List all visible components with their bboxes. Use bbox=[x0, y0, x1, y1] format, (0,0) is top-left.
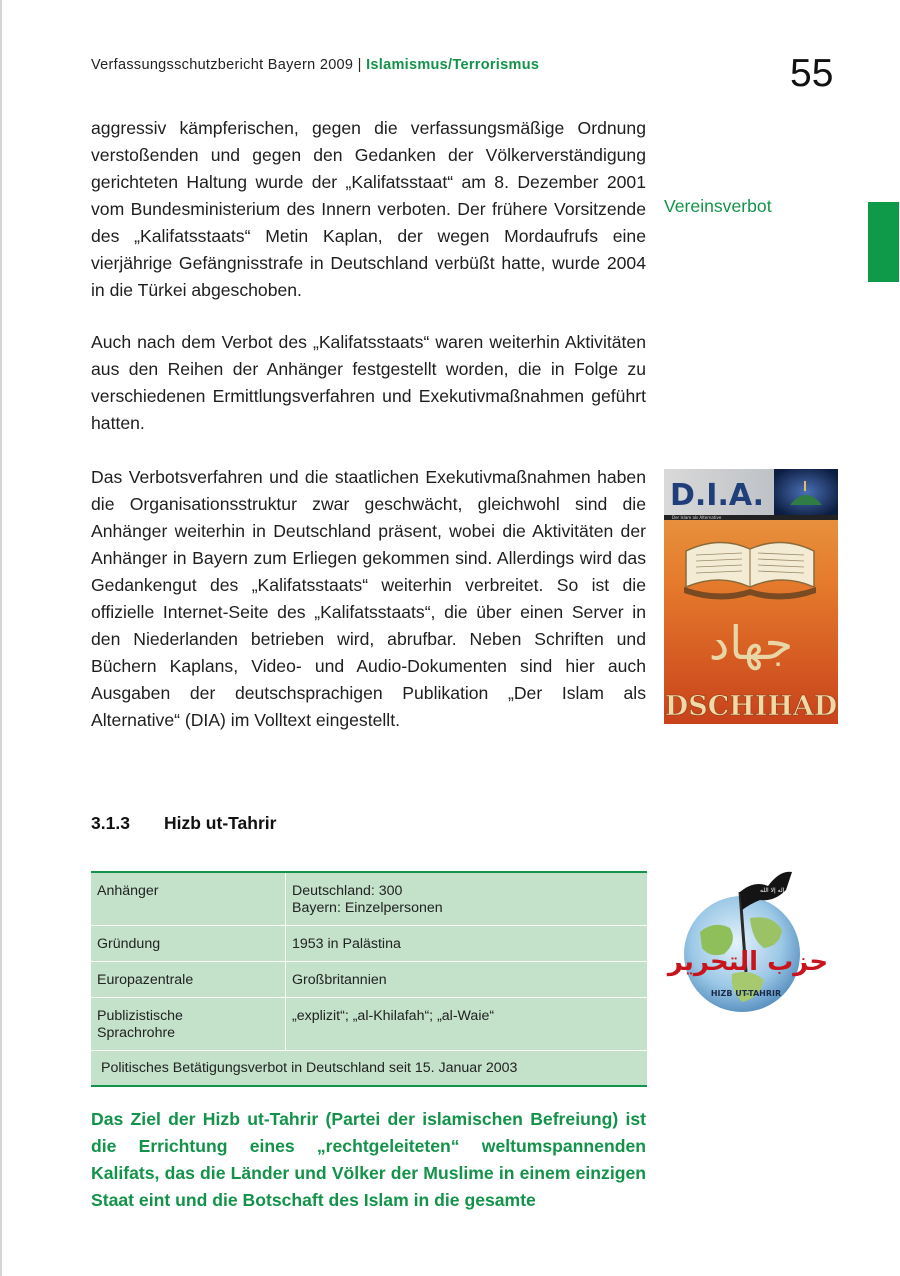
header-separator: | bbox=[357, 57, 362, 73]
dia-cover-caption: DSCHIHAD bbox=[664, 691, 838, 722]
table-footer-row bbox=[91, 1051, 647, 1087]
table-value bbox=[286, 872, 648, 926]
dia-cover-title: D.I.A. bbox=[670, 478, 765, 513]
hizb-ut-tahrir-logo-image bbox=[667, 862, 829, 1022]
table-label bbox=[91, 998, 286, 1051]
organization-info-table bbox=[91, 871, 647, 1087]
table-row bbox=[91, 872, 647, 926]
header-section-title: Islamismus/Terrorismus bbox=[366, 57, 540, 73]
table-row bbox=[91, 926, 647, 962]
table-label: Gründung bbox=[91, 926, 286, 962]
paragraph-3: Das Verbotsverfahren und die staatlichen Exekutivmaßnahmen haben die Organisationsstruktur zwar geschwächt, gleichwohl sind die Anhänger weiterhin in Deutschland präsent, wobei die Aktivitäten der Anhänger in Bayern zum Erliegen gekommen sind. Allerdings wird das Gedankengut des „Kalifatsstaats“ weiterhin verbreitet. So ist die offizielle Internet-Seite des „Kalifatsstaats“, die über einen Server in den Niederlanden betrieben wird, abrufbar. Neben Schriften und Büchern Kaplans, Video- und Audio-Dokumenten sind hier auch Ausgaben der deutschsprachigen Publikation „Der Islam als Alternative“ (DIA) im Volltext eingestellt. bbox=[91, 467, 646, 730]
table-row bbox=[91, 962, 647, 998]
table-row bbox=[91, 998, 647, 1051]
table-value: Großbritannien bbox=[286, 962, 648, 998]
table-label-line: Sprachrohre bbox=[97, 1025, 176, 1041]
dia-cover-tagline: Der Islam als Alternative bbox=[672, 515, 722, 520]
svg-text:لا إله إلا الله: لا إله إلا الله bbox=[760, 887, 790, 894]
table-value-line: Bayern: Einzelpersonen bbox=[292, 900, 443, 916]
subsection-title: Hizb ut-Tahrir bbox=[164, 813, 277, 833]
paragraph-1: aggressiv kämpferischen, gegen die verfassungsmäßige Ordnung verstoßenden und gegen den Gedanken der Völkerverständigung gerichteten Haltung wurde der „Kalifatsstaat“ am 8. Dezember 2001 vom Bundesministerium des Innern verboten. Der frühere Vorsitzende des „Kalifatsstaats“ Metin Kaplan, der wegen Mordaufrufs eine vierjährige Gefängnisstrafe in Deutschland verbüßt hatte, wurde 2004 in die Türkei abgeschoben. bbox=[91, 118, 646, 300]
paragraph-2: Auch nach dem Verbot des „Kalifatsstaats“ waren weiterhin Aktivitäten aus den Reihen der Anhänger festgestellt worden, die in Folge zu verschiedenen Ermittlungsverfahren und Exekutivmaßnahmen geführt hatten. bbox=[91, 332, 646, 433]
section-intro-bold: Das Ziel der Hizb ut-Tahrir (Partei der islamischen Befreiung) ist die Errichtung eines „rechtgeleiteten“ weltumspannenden Kalifats, das die Länder und Völker der Muslime in einem einzigen Staat eint und die Botschaft des Islam in die gesamte bbox=[91, 1109, 646, 1210]
subsection-number: 3.1.3 bbox=[91, 813, 130, 833]
table-value: „explizit“; „al-Khilafah“; „al-Waie“ bbox=[286, 998, 648, 1051]
logo-caption: HIZB UT-TAHRIR bbox=[710, 989, 782, 998]
running-header bbox=[91, 57, 539, 73]
header-report-title: Verfassungsschutzbericht Bayern 2009 bbox=[91, 57, 354, 73]
table-label: Anhänger bbox=[91, 872, 286, 926]
chapter-tab-marker bbox=[868, 202, 899, 282]
dia-magazine-cover-image bbox=[664, 469, 838, 724]
table-footer: Politisches Betätigungsverbot in Deutschland seit 15. Januar 2003 bbox=[101, 1060, 518, 1076]
logo-arabic-text: حزب التحرير bbox=[667, 947, 829, 977]
page-number: 55 bbox=[790, 52, 834, 95]
margin-note: Vereinsverbot bbox=[664, 196, 772, 216]
table-label-line: Publizistische bbox=[97, 1008, 183, 1024]
table-value-line: Deutschland: 300 bbox=[292, 883, 403, 899]
table-value: 1953 in Palästina bbox=[286, 926, 648, 962]
page-edge-rule bbox=[0, 0, 2, 1276]
subsection-heading bbox=[91, 813, 276, 834]
dia-cover-arabic-text: جهاد bbox=[708, 616, 794, 670]
table-label: Europazentrale bbox=[91, 962, 286, 998]
